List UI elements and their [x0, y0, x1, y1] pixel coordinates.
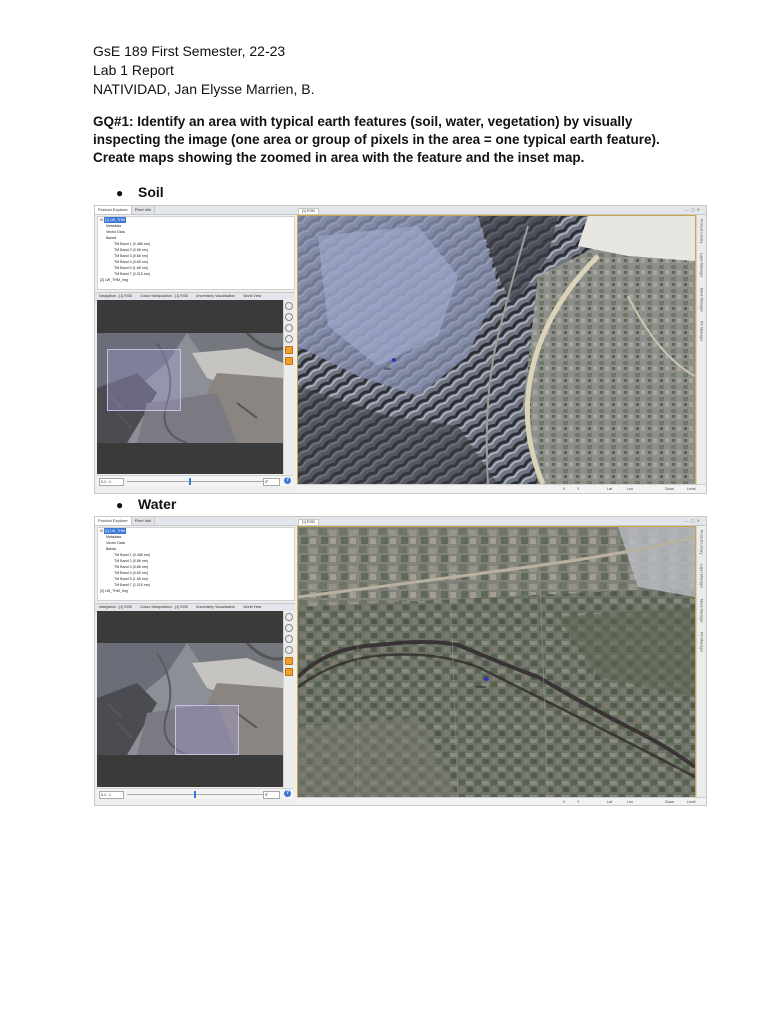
window-titlebar — [95, 517, 706, 526]
tree-item[interactable]: TM Band 5 (1.65 nm) — [114, 266, 148, 270]
tree-item[interactable]: TM Band 7 (2.215 nm) — [114, 272, 150, 276]
status-lon: Lon — [627, 487, 633, 491]
sync-views-icon[interactable] — [285, 657, 293, 665]
zoom-slider-bar — [97, 788, 293, 799]
explorer-tabs — [95, 206, 155, 214]
status-lon: Lon — [627, 800, 633, 804]
tree-item[interactable]: TM Band 5 (1.65 nm) — [114, 577, 148, 581]
rotation-field[interactable]: 0° — [263, 478, 280, 486]
zoom-ratio-field[interactable]: 0.1 : 1 — [99, 791, 124, 799]
status-bar — [297, 797, 706, 806]
tree-item[interactable]: TM Band 7 (2.215 nm) — [114, 583, 150, 587]
tab-colour-manipulation[interactable]: Colour Manipulation - [1] RGB — [139, 294, 188, 298]
image-view-tab[interactable]: [1] RGB — [298, 519, 319, 526]
tab-pixel-info[interactable]: Pixel Info — [132, 206, 155, 214]
zoom-out-icon[interactable] — [285, 313, 293, 321]
pin-label: Water — [476, 684, 487, 689]
author-name: NATIVIDAD, Jan Elysse Marrien, B. — [93, 81, 315, 97]
right-side-tabs — [696, 215, 706, 485]
product-tree — [97, 527, 295, 601]
tab-product-explorer[interactable]: Product Explorer — [95, 206, 132, 214]
tab-pixel-info[interactable]: Pixel Info — [132, 517, 155, 525]
tree-item[interactable]: Vector Data — [106, 541, 125, 545]
tab-world-view[interactable]: World View — [243, 605, 262, 609]
status-zoom: Zoom — [665, 800, 675, 804]
product-tree — [97, 216, 295, 290]
status-y: Y — [577, 487, 580, 491]
tree-item[interactable]: [2] LW_THM_img — [100, 278, 128, 282]
tab-navigation[interactable]: Navigation - [1] RGB — [99, 294, 132, 298]
status-y: Y — [577, 800, 580, 804]
tree-item[interactable]: TM Band 2 (0.56 nm) — [114, 248, 148, 252]
tree-item[interactable]: TM Band 3 (0.66 nm) — [114, 565, 148, 569]
tab-colour-manipulation[interactable]: Colour Manipulation - [1] RGB — [139, 605, 188, 609]
tab-navigation[interactable]: Navigation - [1] RGB — [99, 605, 132, 609]
tab-product-explorer[interactable]: Product Explorer — [95, 517, 132, 525]
side-tab-layer-manager[interactable]: Layer Manager — [699, 564, 704, 589]
tab-uncertainty[interactable]: Uncertainty Visualisation — [195, 605, 236, 609]
sync-views-icon[interactable] — [285, 346, 293, 354]
inset-roi-box[interactable] — [175, 705, 239, 755]
status-lat: Lat — [607, 800, 612, 804]
section-title: Soil — [138, 184, 164, 200]
window-buttons[interactable]: —▢✕ — [684, 207, 702, 212]
side-tab-product-library[interactable]: Product Library — [699, 530, 704, 555]
window-buttons[interactable]: —▢✕ — [684, 518, 702, 523]
inset-roi-box[interactable] — [107, 349, 181, 411]
side-tab-product-library[interactable]: Product Library — [699, 219, 704, 244]
zoom-fit-icon[interactable] — [285, 635, 293, 643]
tree-item[interactable]: TM Band 4 (0.83 nm) — [114, 260, 148, 264]
tree-item[interactable]: Vector Data — [106, 230, 125, 234]
screenshot-soil — [94, 205, 707, 494]
course-line: GsE 189 First Semester, 22-23 — [93, 43, 286, 59]
zoom-slider-bar — [97, 475, 293, 486]
status-lat: Lat — [607, 487, 612, 491]
help-icon[interactable]: ? — [285, 790, 290, 796]
tree-item[interactable]: TM Band 1 (0.485 nm) — [114, 242, 150, 246]
tab-uncertainty[interactable]: Uncertainty Visualisation — [195, 294, 236, 298]
zoom-ratio-field[interactable]: 0.1 : 1 — [99, 478, 124, 486]
question-text: Identify an area with typical earth features (soil, water, vegetation) by visually inspecting the image (one area or group of pixels in the area = one typical earth feature). Create maps showing the zoomed in area with the feature and the inset map. — [93, 114, 660, 165]
status-level: Level — [687, 487, 696, 491]
section-heading-soil — [116, 184, 164, 200]
inset-map[interactable] — [97, 643, 283, 755]
tree-item[interactable]: Metadata — [106, 224, 121, 228]
tab-world-view[interactable]: World View — [243, 294, 262, 298]
image-view-water[interactable] — [297, 526, 696, 798]
side-tab-mask-manager[interactable]: Mask Manager — [699, 598, 704, 623]
zoom-in-icon[interactable] — [285, 302, 293, 310]
map-pin-icon[interactable] — [484, 677, 488, 681]
tree-item[interactable]: TM Band 4 (0.83 nm) — [114, 571, 148, 575]
explorer-tabs — [95, 517, 155, 525]
sync-cursor-icon[interactable] — [285, 357, 293, 365]
status-level: Level — [687, 800, 696, 804]
tree-item[interactable]: TM Band 3 (0.66 nm) — [114, 254, 148, 258]
zoom-slider-knob[interactable] — [189, 478, 191, 485]
section-heading-water — [116, 496, 176, 512]
zoom-in-icon[interactable] — [285, 613, 293, 621]
navigation-toolbar — [283, 300, 294, 474]
status-x: X — [563, 487, 566, 491]
map-pin-icon[interactable] — [392, 358, 396, 362]
tree-item[interactable]: Bands — [106, 547, 117, 551]
section-title: Water — [138, 496, 177, 512]
status-x: X — [563, 800, 566, 804]
tree-item[interactable]: ⊟ [1] LW_THM — [100, 218, 125, 222]
tree-item[interactable]: Metadata — [106, 535, 121, 539]
status-zoom: Zoom — [665, 487, 675, 491]
rotation-field[interactable]: 0° — [263, 791, 280, 799]
window-titlebar — [95, 206, 706, 215]
question-label: GQ#1: — [93, 114, 134, 129]
navigation-panel — [97, 300, 283, 474]
report-title: Lab 1 Report — [93, 62, 174, 78]
navigation-panel — [97, 611, 283, 787]
navigation-toolbar — [283, 611, 294, 787]
bullet-icon: ● — [116, 498, 124, 512]
side-tab-pin-manager[interactable]: Pin Manager — [699, 321, 704, 342]
help-icon[interactable]: ? — [285, 477, 290, 483]
pin-label: Soil — [384, 366, 391, 371]
side-tab-layer-manager[interactable]: Layer Manager — [699, 253, 704, 278]
tree-item[interactable]: TM Band 1 (0.485 nm) — [114, 553, 150, 557]
zoom-slider-track[interactable] — [127, 794, 267, 795]
tree-item[interactable]: ⊟ [1] LW_THM — [100, 529, 125, 533]
guide-question — [93, 113, 683, 167]
zoom-out-icon[interactable] — [285, 624, 293, 632]
document-header — [93, 42, 314, 99]
zoom-slider-track[interactable] — [127, 481, 267, 482]
zoom-all-icon[interactable] — [285, 646, 293, 654]
zoom-all-icon[interactable] — [285, 335, 293, 343]
tree-item[interactable]: [2] LW_THM_img — [100, 589, 128, 593]
status-bar — [297, 484, 706, 493]
zoom-fit-icon[interactable] — [285, 324, 293, 332]
bullet-icon: ● — [116, 186, 124, 200]
inset-map[interactable] — [97, 333, 283, 443]
image-view-tab[interactable]: [1] RGB — [298, 208, 319, 215]
sync-cursor-icon[interactable] — [285, 668, 293, 676]
side-tab-mask-manager[interactable]: Mask Manager — [699, 287, 704, 312]
side-tab-pin-manager[interactable]: Pin Manager — [699, 632, 704, 653]
right-side-tabs — [696, 526, 706, 798]
zoom-slider-knob[interactable] — [194, 791, 196, 798]
tree-item[interactable]: TM Band 2 (0.56 nm) — [114, 559, 148, 563]
tree-item[interactable]: Bands — [106, 236, 117, 240]
screenshot-water — [94, 516, 707, 806]
image-view-soil[interactable] — [297, 215, 696, 485]
